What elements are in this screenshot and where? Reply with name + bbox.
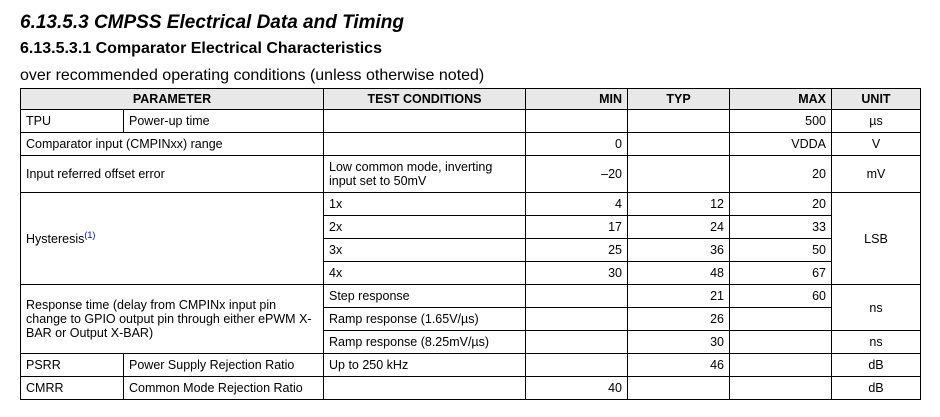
response-max: 60	[730, 285, 832, 308]
input-range-unit: V	[832, 133, 921, 156]
cmrr-symbol: CMRR	[21, 377, 124, 400]
hysteresis-condition: 4x	[324, 262, 526, 285]
hysteresis-typ: 48	[628, 262, 730, 285]
hysteresis-max: 50	[730, 239, 832, 262]
tpu-description: Power-up time	[124, 110, 324, 133]
response-min	[526, 331, 628, 354]
cmrr-description: Common Mode Rejection Ratio	[124, 377, 324, 400]
psrr-unit: dB	[832, 354, 921, 377]
hysteresis-min: 30	[526, 262, 628, 285]
header-min: MIN	[526, 89, 628, 110]
response-min	[526, 285, 628, 308]
hysteresis-min: 17	[526, 216, 628, 239]
hysteresis-footnote-link[interactable]: (1)	[84, 229, 96, 240]
psrr-description: Power Supply Rejection Ratio	[124, 354, 324, 377]
hysteresis-max: 67	[730, 262, 832, 285]
table-row-cmrr	[21, 377, 921, 400]
section-title: 6.13.5.3 CMPSS Electrical Data and Timing	[20, 12, 405, 33]
table-header-row	[21, 89, 921, 110]
response-max	[730, 331, 832, 354]
tpu-symbol: TPU	[21, 110, 124, 133]
conditions-note: over recommended operating conditions (unless otherwise noted)	[20, 67, 485, 84]
response-condition: Step response	[324, 285, 526, 308]
table-row-tpu	[21, 110, 921, 133]
comparator-characteristics-table	[20, 88, 921, 400]
response-typ: 21	[628, 285, 730, 308]
tpu-typ	[628, 110, 730, 133]
tpu-unit: µs	[832, 110, 921, 133]
hysteresis-condition: 3x	[324, 239, 526, 262]
response-unit: ns	[832, 285, 921, 331]
hysteresis-max: 20	[730, 193, 832, 216]
offset-max: 20	[730, 156, 832, 193]
subsection-title: 6.13.5.3.1 Comparator Electrical Characteristics	[20, 40, 382, 57]
input-range-condition	[324, 133, 526, 156]
hysteresis-condition: 2x	[324, 216, 526, 239]
response-condition: Ramp response (1.65V/µs)	[324, 308, 526, 331]
offset-condition: Low common mode, inverting input set to 50mV	[324, 156, 526, 193]
header-test-conditions: TEST CONDITIONS	[324, 89, 526, 110]
hysteresis-label: Hysteresis	[26, 231, 85, 246]
response-typ: 30	[628, 331, 730, 354]
psrr-max	[730, 354, 832, 377]
hysteresis-condition: 1x	[324, 193, 526, 216]
table-row-response	[21, 285, 921, 308]
response-condition: Ramp response (8.25mV/µs)	[324, 331, 526, 354]
cmrr-typ	[628, 377, 730, 400]
tpu-min	[526, 110, 628, 133]
psrr-symbol: PSRR	[21, 354, 124, 377]
response-parameter: Response time (delay from CMPINx input pin change to GPIO output pin through either ePWM X-BAR or Output X-BAR)	[21, 285, 324, 354]
hysteresis-typ: 36	[628, 239, 730, 262]
cmrr-max	[730, 377, 832, 400]
input-range-min: 0	[526, 133, 628, 156]
offset-typ	[628, 156, 730, 193]
header-unit: UNIT	[832, 89, 921, 110]
header-max: MAX	[730, 89, 832, 110]
offset-parameter: Input referred offset error	[21, 156, 324, 193]
input-range-parameter: Comparator input (CMPINxx) range	[21, 133, 324, 156]
cmrr-unit: dB	[832, 377, 921, 400]
offset-min: –20	[526, 156, 628, 193]
psrr-min	[526, 354, 628, 377]
input-range-typ	[628, 133, 730, 156]
response-min	[526, 308, 628, 331]
response-max	[730, 308, 832, 331]
hysteresis-typ: 24	[628, 216, 730, 239]
table-row-psrr	[21, 354, 921, 377]
tpu-max: 500	[730, 110, 832, 133]
hysteresis-unit: LSB	[832, 193, 921, 285]
header-typ: TYP	[628, 89, 730, 110]
offset-unit: mV	[832, 156, 921, 193]
hysteresis-typ: 12	[628, 193, 730, 216]
cmrr-min: 40	[526, 377, 628, 400]
hysteresis-min: 4	[526, 193, 628, 216]
cmrr-condition	[324, 377, 526, 400]
hysteresis-min: 25	[526, 239, 628, 262]
tpu-condition	[324, 110, 526, 133]
table-row-offset	[21, 156, 921, 193]
hysteresis-max: 33	[730, 216, 832, 239]
header-parameter: PARAMETER	[21, 89, 324, 110]
psrr-typ: 46	[628, 354, 730, 377]
table-row-input-range	[21, 133, 921, 156]
input-range-max: VDDA	[730, 133, 832, 156]
response-unit: ns	[832, 331, 921, 354]
table-row-hysteresis	[21, 193, 921, 216]
hysteresis-parameter	[21, 193, 324, 285]
response-typ: 26	[628, 308, 730, 331]
psrr-condition: Up to 250 kHz	[324, 354, 526, 377]
